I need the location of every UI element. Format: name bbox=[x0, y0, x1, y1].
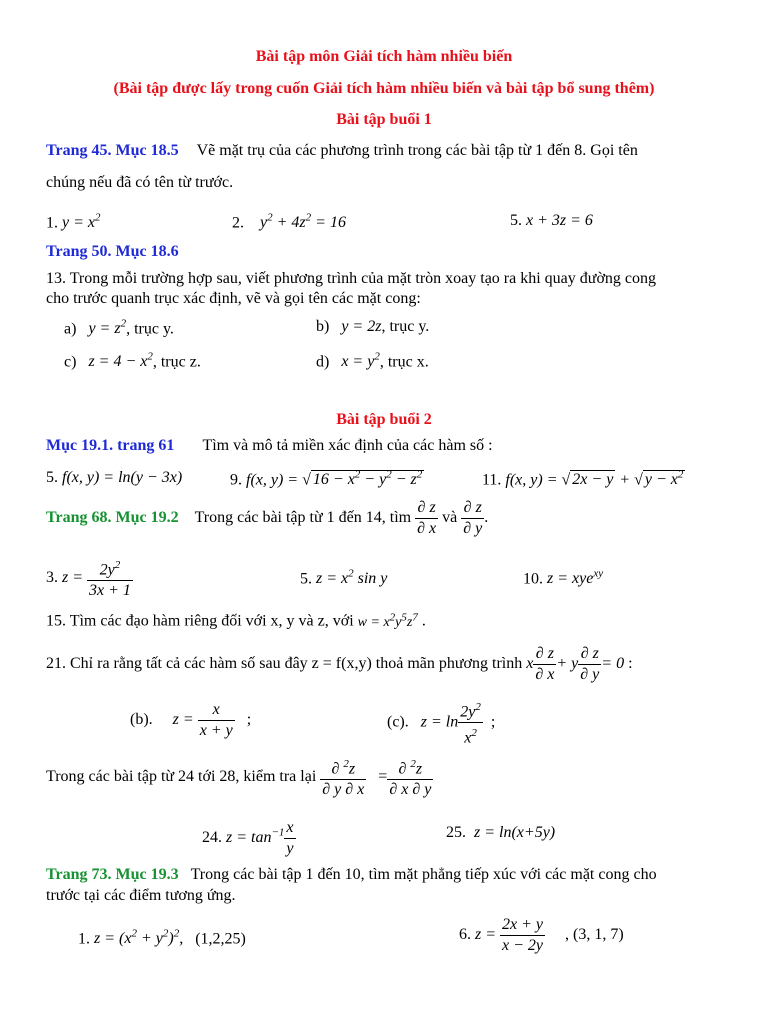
section-instruction: Trong các bài tập từ 1 đến 14, tìm bbox=[194, 509, 412, 527]
point: , (3, 1, 7) bbox=[565, 926, 624, 944]
formula: $x = y^2$ bbox=[341, 351, 380, 371]
section-ref: Trang 68. Mục 19.2 bbox=[46, 509, 179, 527]
formula: z = xye$^{xy}$ bbox=[547, 568, 604, 588]
axis-text: , trục z. bbox=[152, 353, 201, 371]
item-label: (b). bbox=[130, 711, 153, 729]
formula: $\frac{x}{x + y}$ bbox=[199, 701, 233, 739]
formula: $w = x^2y^5z^7$ bbox=[357, 611, 418, 630]
exercise-number: 9. bbox=[230, 471, 242, 489]
formula: $y = x^2$ bbox=[62, 212, 101, 232]
formula: $y^2 + 4z^2 = 16$ bbox=[260, 212, 346, 232]
axis-text: , trục x. bbox=[379, 353, 429, 371]
exercise-number: 5. bbox=[300, 570, 312, 588]
formula: z = ln(x+5y) bbox=[474, 824, 556, 841]
section-18-6: Trang 50. Mục 18.6 bbox=[46, 243, 179, 260]
problem-21: 21. Chỉ ra rằng tất cả các hàm số sau đây z = f(x,y) thoả mãn phương trình x $\frac{\partial z}{\partial x}$ + y $\frac{\partial z}{\partial y}$ = 0 : bbox=[46, 645, 633, 683]
and-text: và bbox=[442, 509, 458, 527]
exercise-number: 1. bbox=[46, 214, 58, 232]
formula: x + 3z = 6 bbox=[526, 212, 593, 229]
problem-15: 15. Tìm các đạo hàm riêng đối với x, y và z, với $w = x^2y^5z^7$ . bbox=[46, 611, 426, 630]
item-label: a) bbox=[64, 320, 77, 338]
dz-dx-fraction: $\frac{\partial z}{\partial x}$ bbox=[417, 499, 437, 537]
section-instruction: Tìm và mô tả miền xác định của các hàm số : bbox=[202, 437, 493, 454]
problem-21-b: (b). z = $\frac{x}{x + y}$ ; bbox=[130, 701, 252, 739]
exercise-10-partial bbox=[523, 568, 603, 588]
exercise-2 bbox=[232, 212, 346, 232]
exercise-25 bbox=[446, 824, 555, 842]
exercise-6-tangent: 6. z = $\frac{2x + y}{x - 2y}$ , (3, 1, 7) bbox=[459, 916, 624, 954]
exercise-number: 10. bbox=[523, 570, 543, 588]
section-instruction-cont: trước tại các điểm tương ứng. bbox=[46, 887, 236, 904]
exercise-9-domain bbox=[230, 469, 424, 489]
problem-13: 13. Trong mỗi trường hợp sau, viết phương trình của mặt tròn xoay tạo ra khi quay đường cong bbox=[46, 270, 657, 287]
exercise-number: 24. bbox=[202, 829, 222, 847]
section-ref: Trang 45. Mục 18.5 bbox=[46, 142, 179, 159]
session-2-heading: Bài tập buổi 2 bbox=[336, 411, 432, 428]
item-label: c) bbox=[64, 353, 77, 371]
exercise-number: 5. bbox=[46, 469, 58, 486]
item-d bbox=[316, 351, 429, 371]
item-c bbox=[64, 351, 201, 371]
document-subtitle: (Bài tập được lấy trong cuốn Giải tích hàm nhiều biến và bài tập bổ sung thêm) bbox=[113, 80, 655, 97]
section-19-3 bbox=[46, 866, 657, 884]
exercise-number: 3. bbox=[46, 568, 58, 586]
exercise-number: 6. bbox=[459, 926, 471, 944]
document-title: Bài tập môn Giải tích hàm nhiều biến bbox=[255, 48, 513, 65]
exercise-5-partial bbox=[300, 568, 387, 588]
problem-text: 15. Tìm các đạo hàm riêng đối với x, y và z, với bbox=[46, 612, 354, 630]
point: (1,2,25) bbox=[195, 930, 246, 948]
exercise-1 bbox=[46, 212, 101, 232]
item-label: d) bbox=[316, 353, 330, 371]
problem-24-28: Trong các bài tập từ 24 tới 28, kiểm tra lại $\frac{\partial ^2z}{\partial y \partial x}$ = $\frac{\partial ^2z}{\partial x \partial y}$ bbox=[46, 754, 433, 800]
formula: $\frac{2y^2}{x^2}$ bbox=[458, 697, 483, 749]
exercise-5 bbox=[510, 212, 593, 230]
exercise-number: 2. bbox=[232, 214, 244, 232]
formula: $z = 4 - x^2$ bbox=[88, 351, 153, 371]
section-19-2: Trang 68. Mục 19.2 Trong các bài tập từ 1 đến 14, tìm $\frac{\partial z}{\partial x}$ và $\frac{\partial z}{\partial y}$ . bbox=[46, 499, 489, 537]
formula: $z = x^2$ sin y bbox=[316, 568, 388, 588]
exercise-number: 5. bbox=[510, 212, 522, 229]
exercise-number: 25. bbox=[446, 824, 466, 841]
item-label: b) bbox=[316, 318, 330, 335]
axis-text: , trục y. bbox=[126, 320, 174, 338]
item-b bbox=[316, 318, 429, 336]
formula: y = 2z bbox=[341, 318, 382, 335]
problem-13-cont: cho trước quanh trục xác định, vẽ và gọi tên các mặt cong: bbox=[46, 290, 421, 307]
formula: $\frac{2y^2}{3x + 1}$ bbox=[87, 555, 133, 601]
section-instruction: Vẽ mặt trụ của các phương trình trong các bài tập từ 1 đến 8. Gọi tên bbox=[196, 142, 638, 159]
section-ref: Trang 73. Mục 19.3 bbox=[46, 866, 179, 883]
problem-text: Trong các bài tập từ 24 tới 28, kiểm tra lại bbox=[46, 767, 317, 785]
formula: f(x, y) = √ 2x − y + √ $y - x^2$ bbox=[505, 469, 684, 489]
exercise-1-tangent bbox=[78, 928, 246, 948]
item-a bbox=[64, 318, 174, 338]
exercise-5-domain bbox=[46, 469, 182, 487]
session-1-heading: Bài tập buổi 1 bbox=[336, 111, 432, 128]
formula: $\frac{2x + y}{x - 2y}$ bbox=[502, 916, 544, 954]
formula: $z = (x^2 + y^2)^2$, bbox=[94, 928, 184, 948]
exercise-3-partial: 3. z = $\frac{2y^2}{3x + 1}$ bbox=[46, 555, 133, 601]
formula: $y = z^2$ bbox=[88, 318, 127, 338]
formula: f(x, y) = ln(y − 3x) bbox=[62, 469, 183, 486]
exercise-number: 1. bbox=[78, 930, 90, 948]
exercise-number: 11. bbox=[482, 471, 502, 489]
section-ref: Mục 19.1. trang 61 bbox=[46, 437, 175, 454]
exercise-24: 24. $z = \tan^{-1}$ $\frac{x}{y}$ bbox=[202, 819, 294, 857]
exercise-11-domain bbox=[482, 469, 685, 489]
section-19-1 bbox=[46, 437, 493, 455]
formula: $\frac{x}{y}$ bbox=[286, 819, 294, 857]
section-instruction: Trong các bài tập 1 đến 10, tìm mặt phẳng tiếp xúc với các mặt cong cho bbox=[190, 866, 657, 883]
item-label: (c). bbox=[387, 713, 409, 731]
section-instruction-cont: chúng nếu đã có tên từ trước. bbox=[46, 174, 234, 191]
dz-dy-fraction: $\frac{\partial z}{\partial y}$ bbox=[463, 499, 483, 537]
axis-text: , trục y. bbox=[381, 318, 430, 335]
problem-21-c: (c). z = ln $\frac{2y^2}{x^2}$ ; bbox=[387, 697, 495, 749]
section-18-5 bbox=[46, 142, 638, 160]
formula: f(x, y) = √ $16 - x^2 - y^2 - z^2$ bbox=[246, 469, 423, 489]
problem-text: 21. Chỉ ra rằng tất cả các hàm số sau đây z = f(x,y) thoả mãn phương trình bbox=[46, 655, 523, 673]
